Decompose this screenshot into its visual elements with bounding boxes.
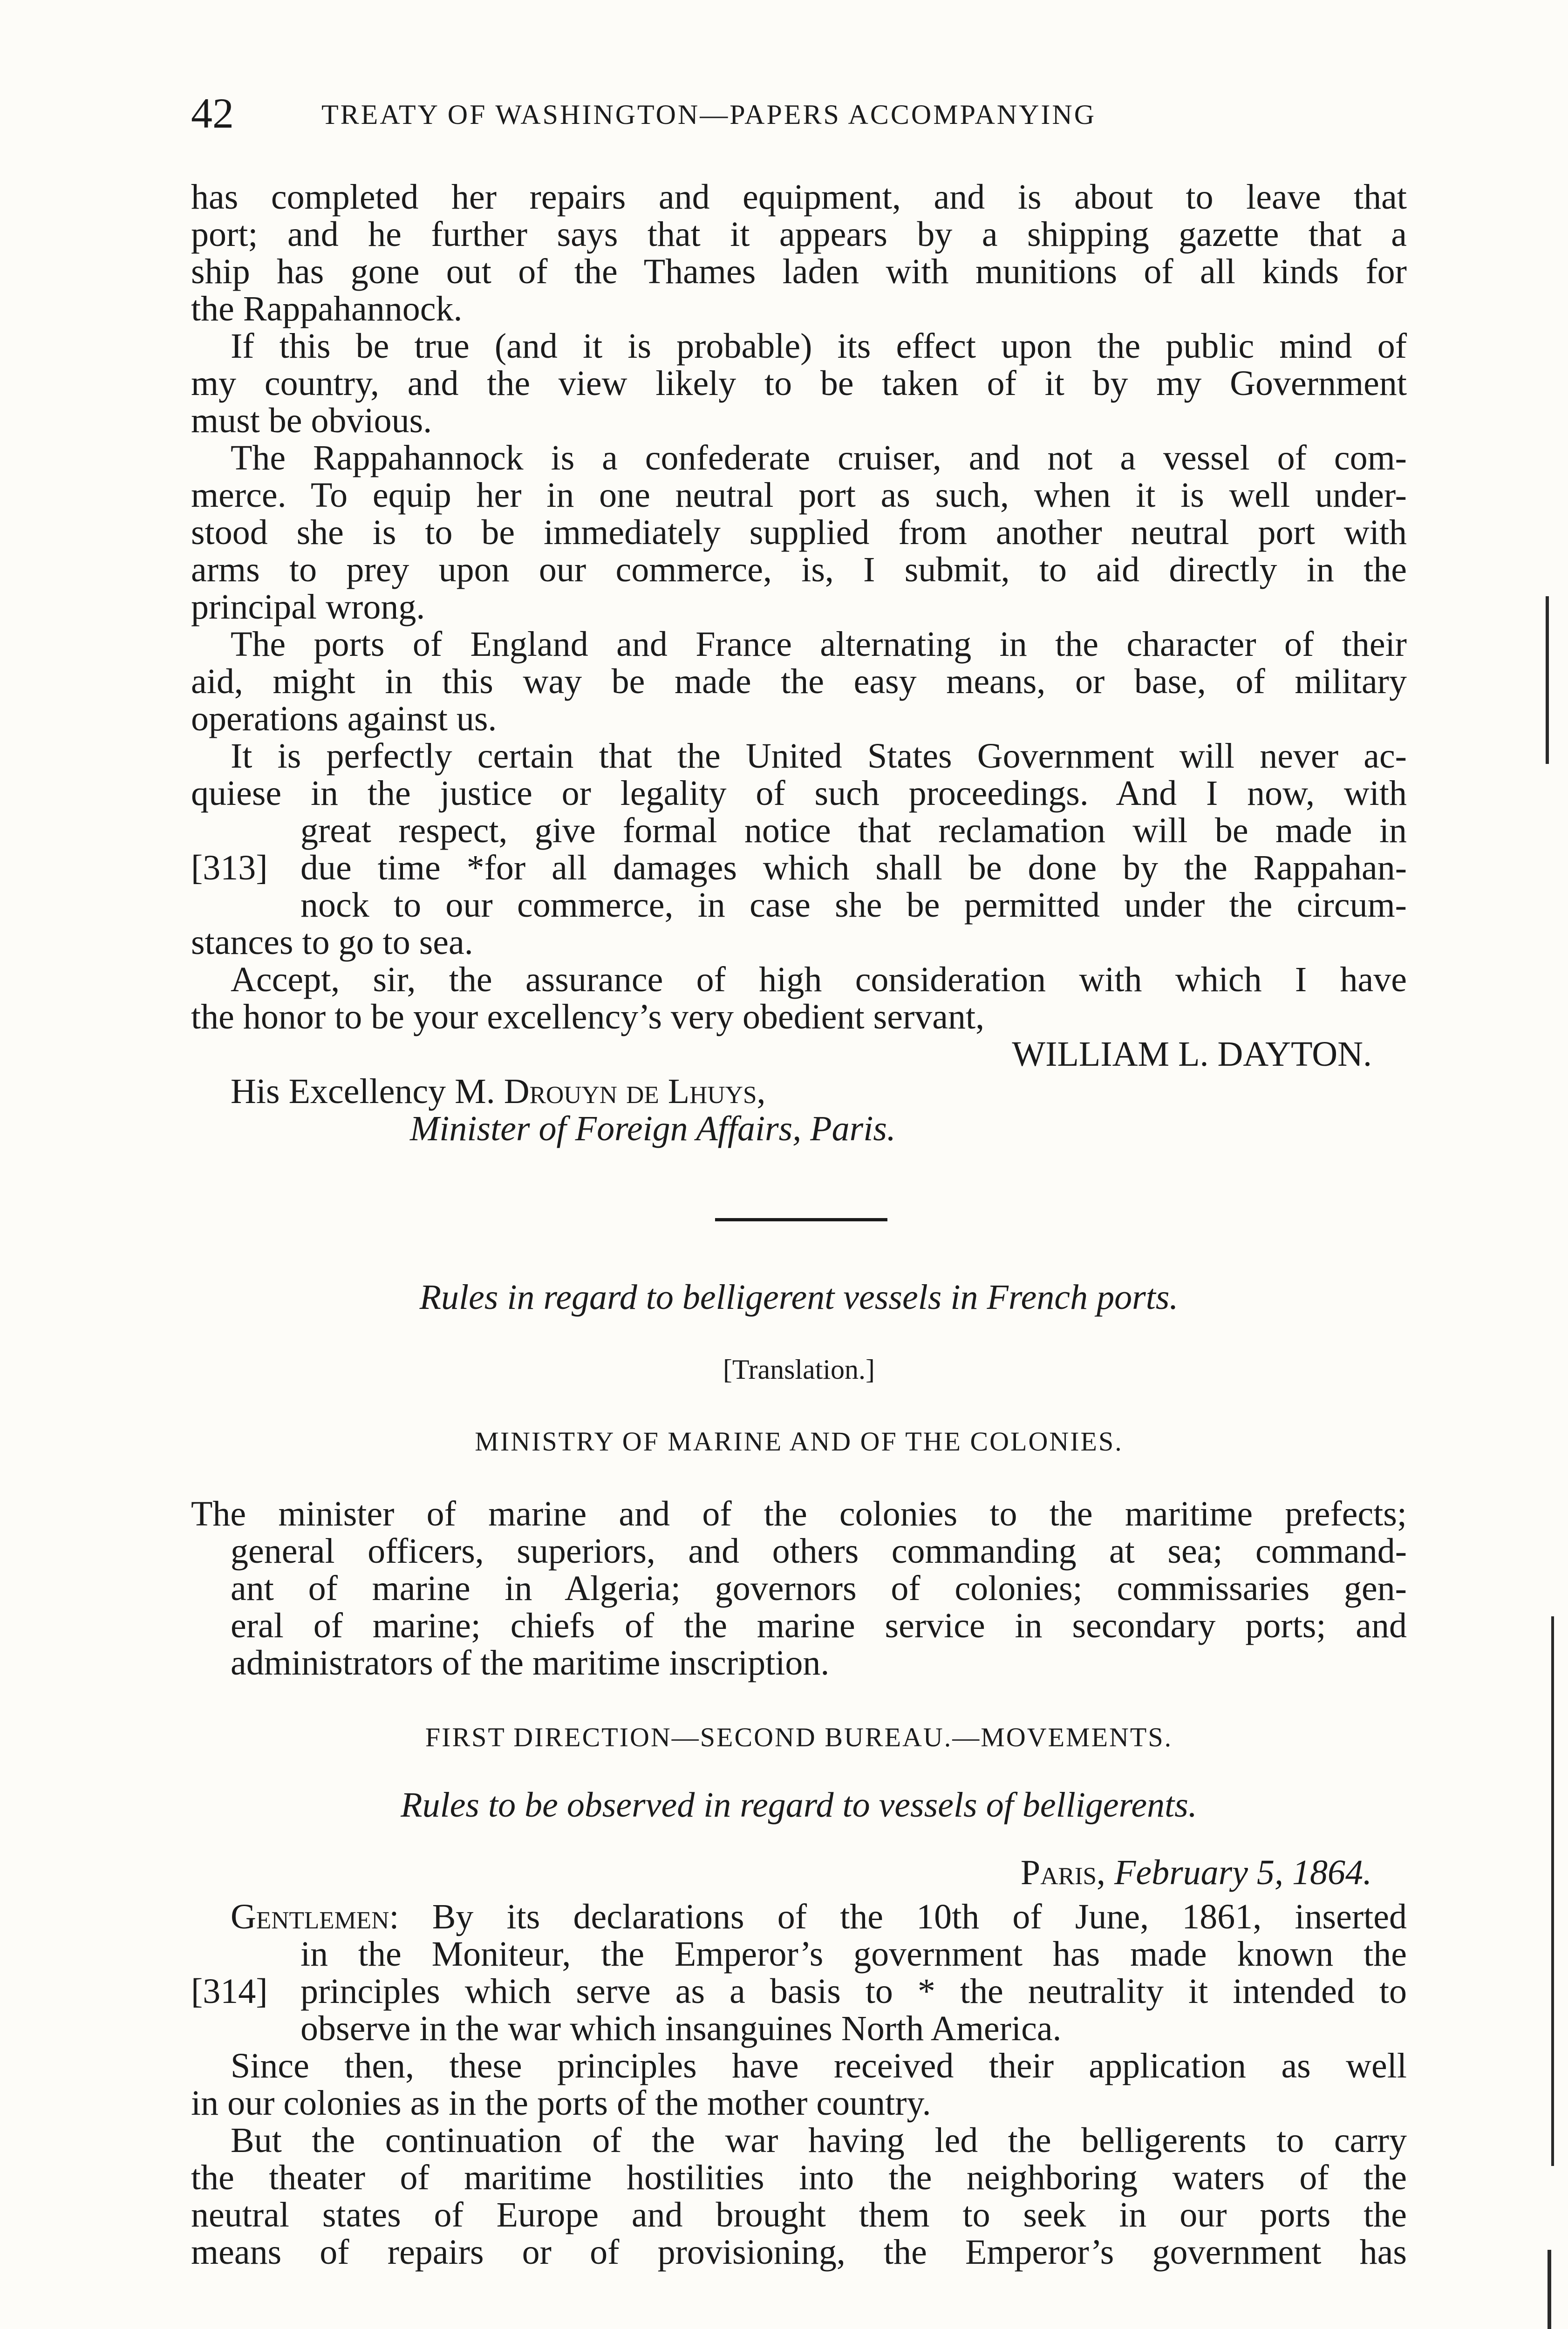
section-title: Rules in regard to belligerent vessels in French ports.: [419, 1278, 1179, 1317]
dateline-place: Paris,: [1020, 1853, 1105, 1892]
text-line: port; and he further says that it appears by a shipping gazette that a: [191, 215, 1407, 254]
addressee-prefix: His Excellency M.: [231, 1072, 504, 1111]
text-line: the theater of maritime hostilities into the neighboring waters of the: [191, 2158, 1407, 2197]
text-line: the honor to be your excellency’s very obedient servant,: [191, 997, 985, 1036]
text-line: my country, and the view likely to be taken of it by my Government: [191, 364, 1407, 403]
text-line: means of repairs or of provisioning, the Emperor’s government has: [191, 2233, 1407, 2272]
text-line: arms to prey upon our commerce, is, I submit, to aid directly in the: [191, 550, 1407, 589]
rules-title: Rules to be observed in regard to vessels of belligerents.: [401, 1785, 1197, 1825]
text-line: The ports of England and France alternating in the character of their: [231, 625, 1407, 664]
text-line: great respect, give formal notice that reclamation will be made in: [300, 811, 1407, 850]
scan-margin-mark: [1546, 596, 1549, 764]
text-line: principal wrong.: [191, 587, 425, 627]
page-header: [191, 89, 1244, 135]
ministry-heading: MINISTRY OF MARINE AND OF THE COLONIES.: [475, 1426, 1123, 1457]
letter-text: By its declarations of the 10th of June, 1861, inserted: [432, 1897, 1407, 1936]
translation-note: [Translation.]: [723, 1354, 875, 1385]
text-line: administrators of the maritime inscription.: [231, 1643, 830, 1682]
addressee-line: [231, 1073, 765, 1110]
text-line: due time *for all damages which shall be done by the Rappahan-: [300, 848, 1407, 887]
dateline: [699, 1854, 1372, 1891]
star-page-marker: [314]: [191, 1972, 268, 2011]
text-line: the Rappahannock.: [191, 289, 463, 328]
text-line: quiese in the justice or legality of such proceedings. And I now, with: [191, 774, 1407, 813]
text-line: in our colonies as in the ports of the mother country.: [191, 2084, 931, 2123]
letter-first-line: [231, 1898, 1407, 1935]
text-line: has completed her repairs and equipment, and is about to leave that: [191, 177, 1407, 217]
text-line: must be obvious.: [191, 401, 432, 440]
addressee-title: Minister of Foreign Affairs, Paris.: [410, 1109, 896, 1148]
text-line: operations against us.: [191, 699, 497, 738]
section-divider: [715, 1218, 887, 1221]
signature: WILLIAM L. DAYTON.: [1012, 1035, 1372, 1074]
text-line: The Rappahannock is a confederate cruiser, and not a vessel of com-: [231, 438, 1407, 477]
salutation: Gentlemen:: [231, 1897, 399, 1936]
scan-margin-mark: [1548, 2250, 1551, 2329]
dateline-date: February 5, 1864.: [1114, 1853, 1372, 1892]
text-line: in the Moniteur, the Emperor’s government has made known the: [300, 1934, 1407, 1974]
star-page-marker: [313]: [191, 848, 268, 887]
text-line: stood she is to be immediately supplied from another neutral port with: [191, 513, 1407, 552]
text-line: If this be true (and it is probable) its effect upon the public mind of: [231, 327, 1407, 366]
text-line: general officers, superiors, and others commanding at sea; command-: [231, 1532, 1407, 1571]
text-line: ship has gone out of the Thames laden with munitions of all kinds for: [191, 252, 1407, 291]
text-line: observe in the war which insanguines North America.: [300, 2009, 1062, 2048]
text-line: eral of marine; chiefs of the marine service in secondary ports; and: [231, 1606, 1407, 1645]
text-line: neutral states of Europe and brought them to seek in our ports the: [191, 2195, 1407, 2234]
text-line: ant of marine in Algeria; governors of colonies; commissaries gen-: [231, 1569, 1407, 1608]
text-line: Accept, sir, the assurance of high consideration with which I have: [231, 960, 1407, 999]
text-line: It is perfectly certain that the United States Government will never ac-: [231, 736, 1407, 776]
text-line: nock to our commerce, in case she be permitted under the circum-: [300, 885, 1407, 925]
text-line: merce. To equip her in one neutral port as such, when it is well under-: [191, 476, 1407, 515]
running-title: TREATY OF WASHINGTON—PAPERS ACCOMPANYING: [321, 99, 1097, 130]
page-number: 42: [191, 89, 234, 137]
scan-margin-mark: [1551, 1616, 1554, 2166]
direction-heading: FIRST DIRECTION—SECOND BUREAU.—MOVEMENTS.: [425, 1722, 1173, 1752]
text-line: But the continuation of the war having led the belligerents to carry: [231, 2121, 1407, 2160]
text-line: principles which serve as a basis to * the neutrality it intended to: [300, 1972, 1407, 2011]
text-line: Since then, these principles have received their application as well: [231, 2046, 1407, 2085]
addressee-name: Drouyn de Lhuys,: [504, 1072, 766, 1111]
text-line: aid, might in this way be made the easy means, or base, of military: [191, 662, 1407, 701]
text-line: stances to go to sea.: [191, 923, 473, 962]
text-line: The minister of marine and of the colonies to the maritime prefects;: [191, 1494, 1407, 1533]
